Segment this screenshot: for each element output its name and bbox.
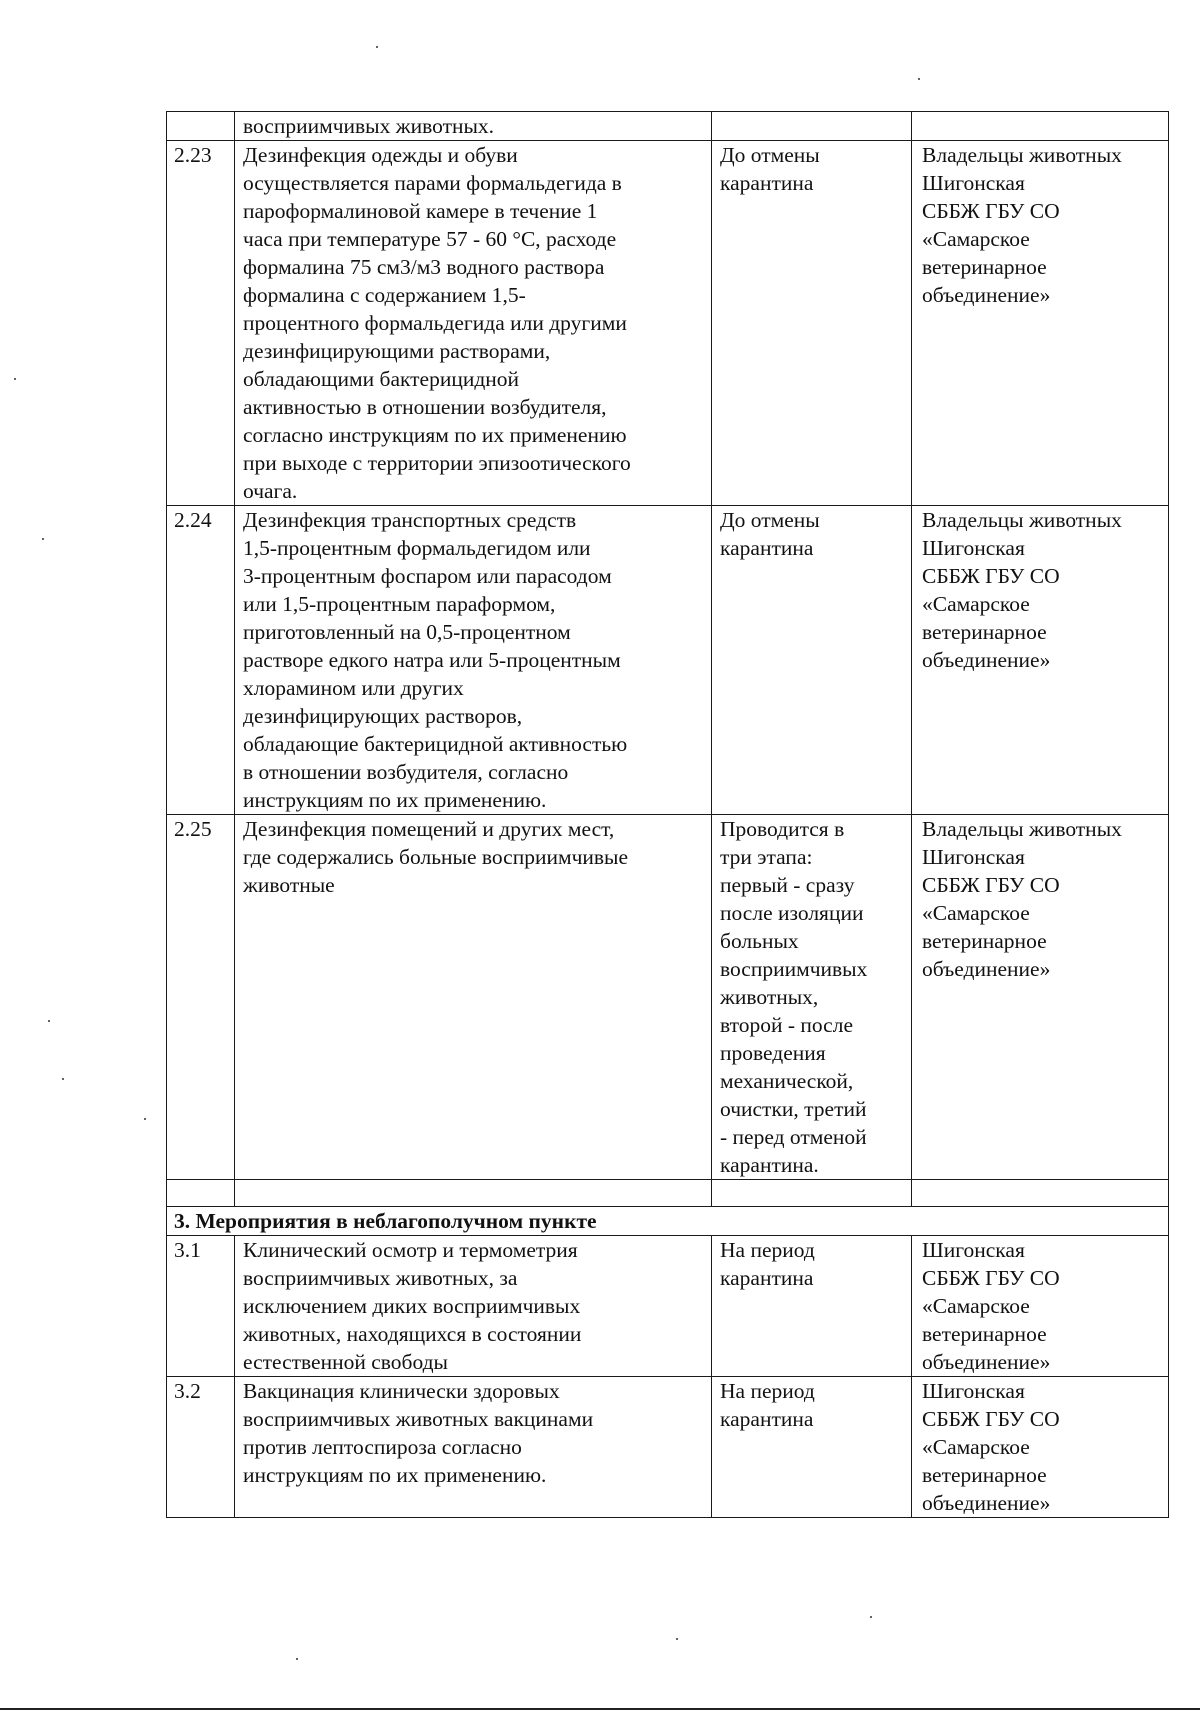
section-header-row <box>167 1207 1169 1236</box>
scan-speck <box>42 538 44 540</box>
empty-cell <box>235 1180 712 1207</box>
responsible-text: Шигонская СББЖ ГБУ СО «Самарское ветеринарное объединение» <box>912 1377 1169 1518</box>
measure-text: Дезинфекция транспортных средств 1,5-процентным формальдегидом или 3-процентным фоспаром или парасодом или 1,5-процентным параформом, приготовленный на 0,5-процентном растворе едкого натра или 5-процентным хлорамином или других дезинфицирующих растворов, обладающие бактерицидной активностью в отношении возбудителя, согласно инструкциям по их применению. <box>235 506 712 815</box>
scan-speck <box>296 1658 298 1660</box>
table-row <box>167 506 1169 815</box>
measure-text: Дезинфекция одежды и обуви осуществляется парами формальдегида в пароформалиновой камере в течение 1 часа при температуре 57 - 60 °С, расходе формалина 75 см3/м3 водного раствора формалина с содержанием 1,5- процентного формальдегида или другими дезинфицирующими растворами, обладающими бактерицидной активностью в отношении возбудителя, согласно инструкциям по их применению при выходе с территории эпизоотического очага. <box>235 141 712 506</box>
term-text: На период карантина <box>712 1236 912 1377</box>
scan-speck <box>918 78 920 80</box>
scan-speck <box>14 378 16 380</box>
table-row <box>167 1377 1169 1518</box>
row-number <box>167 112 235 141</box>
row-number: 2.24 <box>167 506 235 815</box>
responsible-text: Владельцы животных Шигонская СББЖ ГБУ СО «Самарское ветеринарное объединение» <box>912 815 1169 1180</box>
table-row <box>167 1236 1169 1377</box>
scan-speck <box>676 1638 678 1640</box>
empty-cell <box>167 1180 235 1207</box>
measure-text: Вакцинация клинически здоровых восприимчивых животных вакцинами против лептоспироза согласно инструкциям по их применению. <box>235 1377 712 1518</box>
section-title: 3. Мероприятия в неблагополучном пункте <box>167 1207 1169 1236</box>
row-number: 3.1 <box>167 1236 235 1377</box>
row-number: 3.2 <box>167 1377 235 1518</box>
scan-border <box>0 1708 1200 1710</box>
scan-speck <box>48 1020 50 1022</box>
scan-speck <box>870 1616 872 1618</box>
empty-cell <box>912 1180 1169 1207</box>
row-number: 2.25 <box>167 815 235 1180</box>
empty-row <box>167 1180 1169 1207</box>
scan-speck <box>376 46 378 48</box>
measure-text: Клинический осмотр и термометрия восприимчивых животных, за исключением диких восприимчивых животных, находящихся в состоянии естественной свободы <box>235 1236 712 1377</box>
empty-cell <box>712 1180 912 1207</box>
table-row <box>167 141 1169 506</box>
term-text: До отмены карантина <box>712 141 912 506</box>
term-text: Проводится в три этапа: первый - сразу после изоляции больных восприимчивых животных, второй - после проведения механической, очистки, третий - перед отменой карантина. <box>712 815 912 1180</box>
responsible-text <box>912 112 1169 141</box>
measures-table <box>166 111 1169 1518</box>
measure-text: восприимчивых животных. <box>235 112 712 141</box>
term-text: На период карантина <box>712 1377 912 1518</box>
measure-text: Дезинфекция помещений и других мест, где содержались больные восприимчивые животные <box>235 815 712 1180</box>
scan-speck <box>144 1118 146 1120</box>
scan-speck <box>62 1078 64 1080</box>
row-number: 2.23 <box>167 141 235 506</box>
responsible-text: Владельцы животных Шигонская СББЖ ГБУ СО «Самарское ветеринарное объединение» <box>912 141 1169 506</box>
responsible-text: Владельцы животных Шигонская СББЖ ГБУ СО «Самарское ветеринарное объединение» <box>912 506 1169 815</box>
responsible-text: Шигонская СББЖ ГБУ СО «Самарское ветеринарное объединение» <box>912 1236 1169 1377</box>
term-text: До отмены карантина <box>712 506 912 815</box>
table-row <box>167 815 1169 1180</box>
term-text <box>712 112 912 141</box>
table-row <box>167 112 1169 141</box>
